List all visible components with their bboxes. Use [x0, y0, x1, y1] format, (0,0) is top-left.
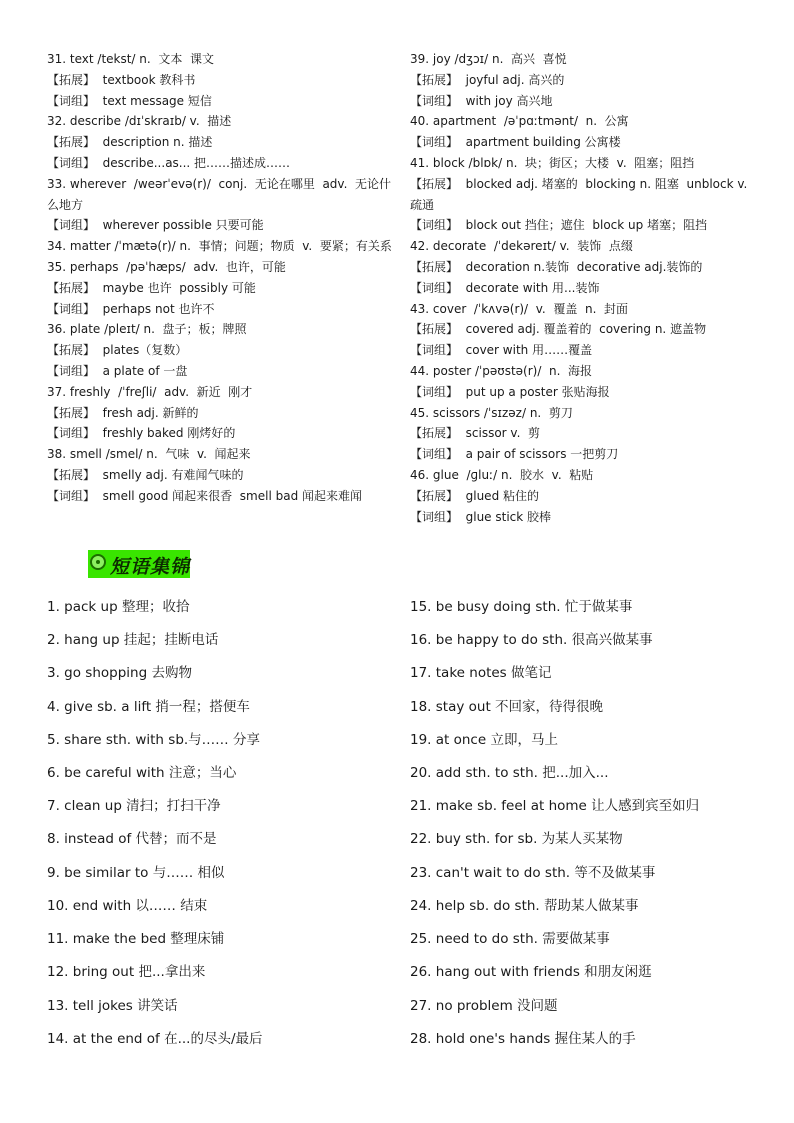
phrase-item: 20. add sth. to sth. 把...加入...: [410, 765, 609, 781]
phrase-item: 1. pack up 整理；收拾: [47, 599, 190, 615]
vocab-extension: 【拓展】 maybe 也许 possibly 可能: [47, 280, 256, 295]
phrase-item: 14. at the end of 在...的尽头/最后: [47, 1031, 263, 1047]
phrase-item: 26. hang out with friends 和朋友闲逛: [410, 964, 652, 980]
vocab-entry: 46. glue /ɡluː/ n. 胶水 v. 粘贴: [410, 467, 594, 482]
vocab-entry: 44. poster /ˈpəʊstə(r)/ n. 海报: [410, 363, 593, 378]
phrase-item: 23. can't wait to do sth. 等不及做某事: [410, 865, 656, 881]
vocab-extension: 【拓展】 textbook 教科书: [47, 72, 196, 87]
phrase-item: 15. be busy doing sth. 忙于做某事: [410, 599, 633, 615]
vocab-phrase: 【词组】 text message 短信: [47, 93, 212, 108]
phrase-item: 16. be happy to do sth. 很高兴做某事: [410, 632, 653, 648]
vocab-phrase: 【词组】 freshly baked 刚烤好的: [47, 426, 236, 441]
vocab-extension: 【拓展】 covered adj. 覆盖着的 covering n. 遮盖物: [410, 322, 707, 337]
phrase-item: 8. instead of 代替；而不是: [47, 831, 217, 847]
vocab-entry: 41. block /blɒk/ n. 块；街区；大楼 v. 阻塞；阻挡: [410, 155, 695, 170]
phrase-item: 2. hang up 挂起；挂断电话: [47, 632, 219, 648]
vocab-phrase: 【词组】 a pair of scissors 一把剪刀: [410, 447, 619, 462]
phrase-item: 27. no problem 没问题: [410, 998, 558, 1014]
phrase-item: 25. need to do sth. 需要做某事: [410, 931, 610, 947]
vocab-phrase: 【词组】 block out 挡住；遮住 block up 堵塞；阻挡: [410, 218, 708, 233]
phrase-item: 18. stay out 不回家，待得很晚: [410, 699, 604, 715]
vocab-extension: 【拓展】 blocked adj. 堵塞的 blocking n. 阻塞 unblock v. 疏通: [410, 176, 755, 212]
vocab-entry: 43. cover /ˈkʌvə(r)/ v. 覆盖 n. 封面: [410, 301, 629, 316]
vocab-extension: 【拓展】 scissor v. 剪: [410, 426, 541, 441]
phrase-item: 19. at once 立即，马上: [410, 732, 558, 748]
vocab-phrase: 【词组】 describe...as... 把……描述成……: [47, 155, 291, 170]
phrase-item: 13. tell jokes 讲笑话: [47, 998, 178, 1014]
vocab-extension: 【拓展】 fresh adj. 新鲜的: [47, 405, 199, 420]
vocab-phrase: 【词组】 with joy 高兴地: [410, 93, 553, 108]
vocab-entry: 40. apartment /əˈpɑːtmənt/ n. 公寓: [410, 114, 629, 129]
phrase-item: 10. end with 以…… 结束: [47, 898, 208, 914]
vocab-extension: 【拓展】 plates（复数）: [47, 343, 188, 358]
vocab-phrase: 【词组】 wherever possible 只要可能: [47, 218, 264, 233]
phrase-item: 5. share sth. with sb.与…… 分享: [47, 732, 260, 748]
phrase-item: 11. make the bed 整理床铺: [47, 931, 225, 947]
vocab-entry: 36. plate /pleɪt/ n. 盘子；板；牌照: [47, 322, 247, 337]
phrase-item: 12. bring out 把...拿出来: [47, 964, 206, 980]
vocab-entry: 34. matter /ˈmætə(r)/ n. 事情；问题；物质 v. 要紧；有关系: [47, 239, 392, 254]
vocab-entry: 35. perhaps /pəˈhæps/ adv. 也许，可能: [47, 259, 286, 274]
vocab-phrase: 【词组】 a plate of 一盘: [47, 363, 188, 378]
phrase-item: 28. hold one's hands 握住某人的手: [410, 1031, 636, 1047]
section-header-phrases: [88, 550, 190, 578]
target-icon: [90, 554, 106, 570]
vocab-phrase: 【词组】 cover with 用……覆盖: [410, 343, 593, 358]
vocab-entry: 38. smell /smel/ n. 气味 v. 闻起来: [47, 447, 251, 462]
vocab-phrase: 【词组】 apartment building 公寓楼: [410, 135, 621, 150]
vocab-phrase: 【词组】 smell good 闻起来很香 smell bad 闻起来难闻: [47, 488, 363, 503]
vocab-entry: 42. decorate /ˈdekəreɪt/ v. 装饰 点缀: [410, 239, 633, 254]
vocab-entry: 39. joy /dʒɔɪ/ n. 高兴 喜悦: [410, 52, 567, 66]
vocab-entry: 37. freshly /ˈfreʃli/ adv. 新近 刚才: [47, 384, 253, 399]
phrase-item: 24. help sb. do sth. 帮助某人做某事: [410, 898, 639, 914]
vocab-entry: 31. text /tekst/ n. 文本 课文: [47, 52, 214, 66]
vocab-phrase: 【词组】 perhaps not 也许不: [47, 301, 215, 316]
vocab-extension: 【拓展】 smelly adj. 有难闻气味的: [47, 467, 244, 482]
phrase-item: 22. buy sth. for sb. 为某人买某物: [410, 831, 623, 847]
vocab-entry: 45. scissors /ˈsɪzəz/ n. 剪刀: [410, 405, 573, 420]
vocab-extension: 【拓展】 description n. 描述: [47, 135, 213, 150]
vocab-phrase: 【词组】 decorate with 用...装饰: [410, 280, 600, 295]
vocab-extension: 【拓展】 decoration n.装饰 decorative adj.装饰的: [410, 259, 703, 274]
vocab-phrase: 【词组】 glue stick 胶棒: [410, 509, 552, 524]
phrase-item: 4. give sb. a lift 捎一程；搭便车: [47, 699, 250, 715]
phrase-item: 9. be similar to 与…… 相似: [47, 865, 225, 881]
vocab-entry: 33. wherever /weərˈevə(r)/ conj. 无论在哪里 adv. 无论什么地方: [47, 176, 392, 212]
phrase-item: 17. take notes 做笔记: [410, 665, 552, 681]
vocab-extension: 【拓展】 joyful adj. 高兴的: [410, 72, 565, 87]
phrase-item: 3. go shopping 去购物: [47, 665, 192, 681]
vocab-extension: 【拓展】 glued 粘住的: [410, 488, 540, 503]
vocab-column-right: [410, 49, 755, 527]
phrase-item: 7. clean up 清扫；打扫干净: [47, 798, 221, 814]
vocab-phrase: 【词组】 put up a poster 张贴海报: [410, 384, 610, 399]
vocab-column-left: [47, 49, 392, 507]
phrase-item: 21. make sb. feel at home 让人感到宾至如归: [410, 798, 700, 814]
phrase-item: 6. be careful with 注意；当心: [47, 765, 237, 781]
section-title: 短语集锦: [110, 556, 191, 578]
vocab-entry: 32. describe /dɪˈskraɪb/ v. 描述: [47, 114, 232, 129]
